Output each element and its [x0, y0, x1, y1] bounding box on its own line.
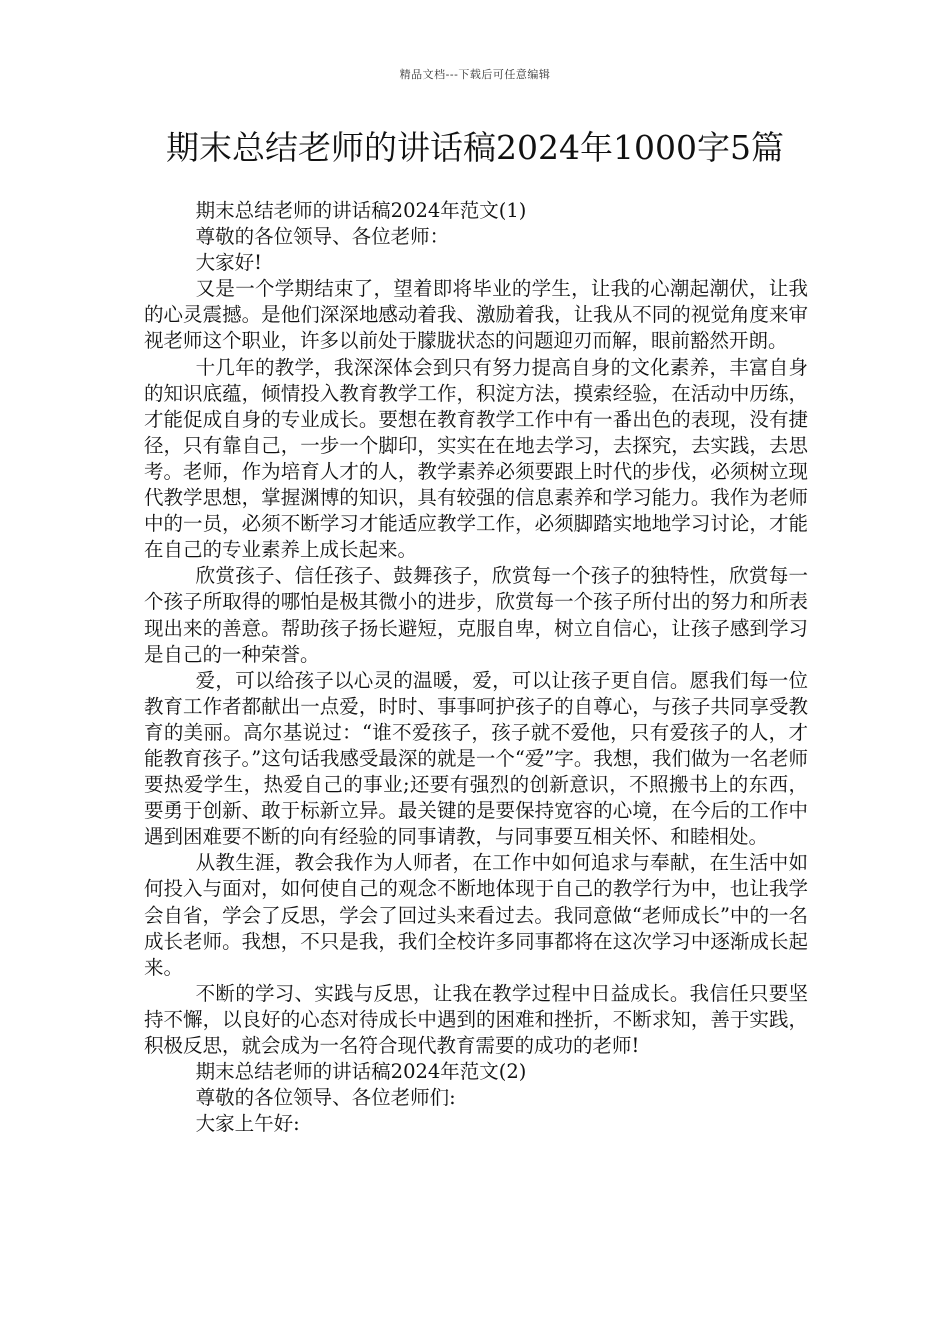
section-heading-1: 期末总结老师的讲话稿2024年范文(1)	[195, 199, 527, 222]
section-heading-2: 期末总结老师的讲话稿2024年范文(2)	[195, 1060, 527, 1084]
greeting: 大家好!	[195, 251, 263, 275]
body-paragraph: 不断的学习、实践与反思，让我在教学过程中日益成长。我信任只要坚持不懈，以良好的心态对待成长中遇到的困难和挫折，不断求知，善于实践，积极反思，就会成为一名符合现代教育需要的成功的老师!	[144, 981, 808, 1057]
document-title: 期末总结老师的讲话稿2024年1000字5篇	[166, 128, 784, 167]
body-paragraph: 十几年的教学，我深深体会到只有努力提高自身的文化素养，丰富自身的知识底蕴，倾情投入教育教学工作，积淀方法，摸索经验，在活动中历练，才能促成自身的专业成长。要想在教育教学工作中有一番出色的表现，没有捷径，只有靠自己，一步一个脚印，实实在在地去学习，去探究，去实践，去思考。老师，作为培育人才的人，教学素养必须要跟上时代的步伐，必须树立现代教学思想，掌握渊博的知识，具有较强的信息素养和学习能力。我作为老师中的一员，必须不断学习才能适应教学工作，必须脚踏实地地学习讨论，才能在自己的专业素养上成长起来。	[144, 355, 808, 562]
document-body	[144, 198, 808, 1137]
salutation: 尊敬的各位领导、各位老师们:	[195, 1086, 456, 1110]
greeting: 大家上午好:	[195, 1112, 300, 1136]
salutation: 尊敬的各位领导、各位老师：	[195, 225, 450, 249]
body-paragraph: 又是一个学期结束了，望着即将毕业的学生，让我的心潮起潮伏，让我的心灵震撼。是他们深深地感动着我、激励着我，让我从不同的视觉角度来审视老师这个职业，许多以前处于朦胧状态的问题迎刃而解，眼前豁然开朗。	[144, 277, 808, 353]
body-paragraph: 爱，可以给孩子以心灵的温暖，爱，可以让孩子更自信。愿我们每一位教育工作者都献出一点爱，时时、事事呵护孩子的自尊心，与孩子共同享受教育的美丽。高尔基说过：“谁不爱孩子，孩子就不爱他，只有爱孩子的人，才能教育孩子。”这句话我感受最深的就是一个“爱”字。我想，我们做为一名老师要热爱学生，热爱自己的事业;还要有强烈的创新意识，不照搬书上的东西，要勇于创新、敢于标新立异。最关键的是要保持宽容的心境，在今后的工作中遇到困难要不断的向有经验的同事请教，与同事要互相关怀、和睦相处。	[144, 668, 808, 849]
body-paragraph: 从教生涯，教会我作为人师者，在工作中如何追求与奉献，在生活中如何投入与面对，如何使自己的观念不断地体现于自己的教学行为中，也让我学会自省，学会了反思，学会了回过头来看过去。我同意做“老师成长”中的一名成长老师。我想，不只是我，我们全校许多同事都将在这次学习中逐渐成长起来。	[144, 851, 808, 979]
body-paragraph: 欣赏孩子、信任孩子、鼓舞孩子，欣赏每一个孩子的独特性，欣赏每一个孩子所取得的哪怕是极其微小的进步，欣赏每一个孩子所付出的努力和所表现出来的善意。帮助孩子扬长避短，克服自卑，树立自信心，让孩子感到学习是自己的一种荣誉。	[144, 564, 808, 666]
header-note: 精品文档---下载后可任意编辑	[399, 68, 551, 81]
